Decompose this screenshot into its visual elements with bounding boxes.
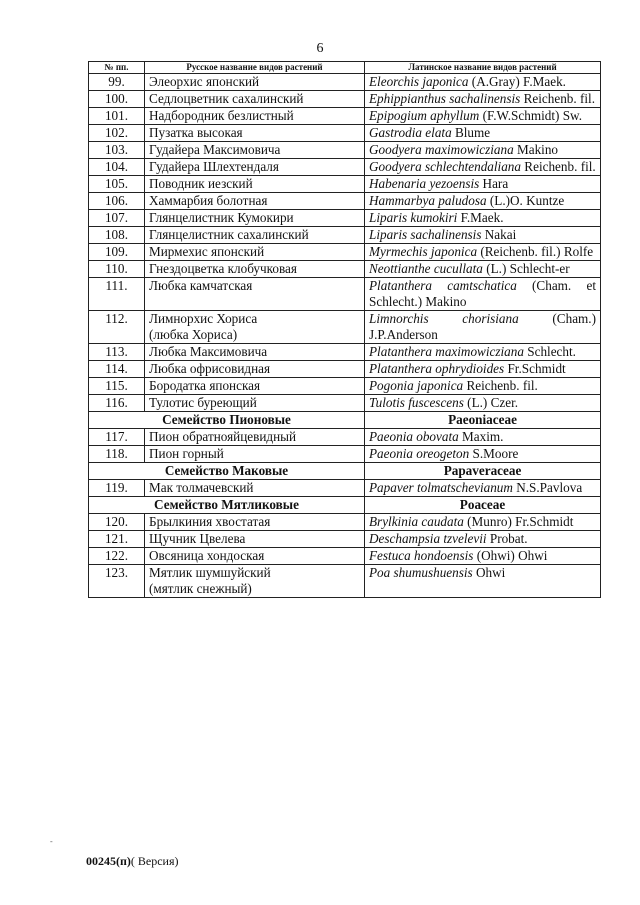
latin-author: Nakai <box>481 227 517 242</box>
header-lat: Латинское название видов растений <box>365 62 601 74</box>
latin-species-name: Paeonia oreogeton <box>369 446 470 461</box>
table-row <box>89 531 601 548</box>
latin-name-cell <box>365 261 601 278</box>
latin-author: (Cham. et Schlecht.) Makino <box>369 278 596 309</box>
row-number: 107. <box>89 210 145 227</box>
table-row <box>89 278 601 311</box>
table-row <box>89 446 601 463</box>
latin-author: Maxim. <box>458 429 504 444</box>
latin-name-cell <box>365 548 601 565</box>
latin-name-cell <box>365 210 601 227</box>
latin-species-name: Tulotis fuscescens <box>369 395 464 410</box>
latin-species-name: Platanthera camtschatica <box>369 278 517 293</box>
family-name-ru: Семейство Маковые <box>89 463 365 480</box>
latin-name-cell <box>365 446 601 463</box>
row-number: 103. <box>89 142 145 159</box>
latin-name-cell <box>365 142 601 159</box>
latin-author: Fr.Schmidt <box>504 361 566 376</box>
russian-name: Пузатка высокая <box>149 125 243 140</box>
row-number: 99. <box>89 74 145 91</box>
family-name-lat: Poaceae <box>365 497 601 514</box>
latin-author: Reichenb. fil. <box>520 91 596 106</box>
row-number: 118. <box>89 446 145 463</box>
document-version: ( Версия) <box>130 854 179 868</box>
russian-name-cell <box>145 108 365 125</box>
row-number: 104. <box>89 159 145 176</box>
latin-author: Reichenb. fil. <box>521 159 596 174</box>
latin-species-name: Goodyera maximowicziana <box>369 142 514 157</box>
table-row <box>89 176 601 193</box>
russian-name: Пион обратнояйцевидный <box>149 429 297 444</box>
russian-name: Седлоцветник сахалинский <box>149 91 304 106</box>
latin-species-name: Epipogium aphyllum <box>369 108 480 123</box>
latin-author: (Cham.) J.P.Anderson <box>369 311 596 342</box>
latin-author: N.S.Pavlova <box>512 480 583 495</box>
latin-name-cell <box>365 91 601 108</box>
russian-name-cell <box>145 91 365 108</box>
row-number: 112. <box>89 311 145 344</box>
header-ru: Русское название видов растений <box>145 62 365 74</box>
row-number: 121. <box>89 531 145 548</box>
russian-name-cell <box>145 193 365 210</box>
latin-name-cell <box>365 514 601 531</box>
table-row <box>89 261 601 278</box>
latin-species-name: Liparis kumokiri <box>369 210 458 225</box>
latin-author: (L.) Czer. <box>463 395 519 410</box>
latin-species-name: Limnorchis chorisiana <box>369 311 519 326</box>
latin-species-name: Liparis sachalinensis <box>369 227 482 242</box>
document-code: 00245(п) <box>86 854 131 868</box>
russian-name: Поводник иезский <box>149 176 253 191</box>
latin-species-name: Platanthera maximowicziana <box>369 344 524 359</box>
table-row <box>89 193 601 210</box>
latin-author: Hara <box>479 176 509 191</box>
latin-author: (A.Gray) F.Maek. <box>468 74 566 89</box>
latin-author: S.Moore <box>469 446 519 461</box>
latin-name-cell <box>365 378 601 395</box>
russian-name: Брылкиния хвостатая <box>149 514 271 529</box>
russian-name: Любка камчатская <box>149 278 253 293</box>
russian-name: Щучник Цвелева <box>149 531 246 546</box>
table-header-row <box>89 62 601 74</box>
row-number: 122. <box>89 548 145 565</box>
russian-name: (любка Хориса) <box>149 327 238 342</box>
latin-name-cell <box>365 480 601 497</box>
table-row <box>89 548 601 565</box>
latin-author: Schlecht. <box>523 344 576 359</box>
latin-species-name: Habenaria yezoensis <box>369 176 480 191</box>
russian-name-cell <box>145 429 365 446</box>
russian-name-cell <box>145 344 365 361</box>
russian-name-cell <box>145 261 365 278</box>
table-row <box>89 108 601 125</box>
row-number: 117. <box>89 429 145 446</box>
row-number: 102. <box>89 125 145 142</box>
row-number: 114. <box>89 361 145 378</box>
russian-name-cell <box>145 548 365 565</box>
latin-species-name: Neottianthe cucullata <box>369 261 483 276</box>
table-row <box>89 91 601 108</box>
row-number: 115. <box>89 378 145 395</box>
latin-name-cell <box>365 344 601 361</box>
russian-name: Элеорхис японский <box>149 74 260 89</box>
table-row <box>89 311 601 344</box>
latin-species-name: Platanthera ophrydioides <box>369 361 505 376</box>
russian-name-cell <box>145 125 365 142</box>
table-row <box>89 395 601 412</box>
russian-name-cell <box>145 159 365 176</box>
latin-name-cell <box>365 176 601 193</box>
latin-species-name: Paeonia obovata <box>369 429 459 444</box>
table-row <box>89 125 601 142</box>
russian-name-cell <box>145 176 365 193</box>
latin-author: Probat. <box>486 531 528 546</box>
latin-name-cell <box>365 159 601 176</box>
russian-name: Любка Максимовича <box>149 344 268 359</box>
latin-author: (L.)O. Kuntze <box>486 193 565 208</box>
latin-author: F.Maek. <box>457 210 504 225</box>
latin-name-cell <box>365 227 601 244</box>
latin-species-name: Brylkinia caudata <box>369 514 464 529</box>
russian-name-cell <box>145 446 365 463</box>
russian-name-cell <box>145 227 365 244</box>
russian-name: Гудайера Шлехтендаля <box>149 159 279 174</box>
latin-species-name: Deschampsia tzvelevii <box>369 531 487 546</box>
russian-name: Надбородник безлистный <box>149 108 294 123</box>
russian-name-cell <box>145 142 365 159</box>
russian-name-cell <box>145 480 365 497</box>
latin-author: (Ohwi) Ohwi <box>473 548 548 563</box>
russian-name: Любка офрисовидная <box>149 361 271 376</box>
russian-name: Гудайера Максимовича <box>149 142 281 157</box>
table-row <box>89 159 601 176</box>
latin-author: Blume <box>451 125 491 140</box>
russian-name-cell <box>145 395 365 412</box>
latin-species-name: Poa shumushuensis <box>369 565 473 580</box>
row-number: 106. <box>89 193 145 210</box>
russian-name: Лимнорхис Хориса <box>149 311 258 326</box>
table-row <box>89 429 601 446</box>
russian-name: Пион горный <box>149 446 224 461</box>
family-name-ru: Семейство Пионовые <box>89 412 365 429</box>
latin-species-name: Eleorchis japonica <box>369 74 469 89</box>
row-number: 120. <box>89 514 145 531</box>
russian-name: Хаммарбия болотная <box>149 193 268 208</box>
row-number: 113. <box>89 344 145 361</box>
header-num: № пп. <box>89 62 145 74</box>
latin-name-cell <box>365 361 601 378</box>
row-number: 110. <box>89 261 145 278</box>
row-number: 123. <box>89 565 145 598</box>
latin-name-cell <box>365 565 601 598</box>
latin-author: Reichenb. fil. <box>463 378 538 393</box>
family-name-lat: Papaveraceae <box>365 463 601 480</box>
latin-author: Makino <box>513 142 559 157</box>
species-table <box>88 61 601 598</box>
row-number: 116. <box>89 395 145 412</box>
latin-name-cell <box>365 108 601 125</box>
latin-author: (L.) Schlecht-er <box>482 261 570 276</box>
russian-name: Гнездоцветка клобучковая <box>149 261 297 276</box>
latin-name-cell <box>365 74 601 91</box>
family-name-ru: Семейство Мятликовые <box>89 497 365 514</box>
latin-author: (Munro) Fr.Schmidt <box>463 514 574 529</box>
table-row <box>89 378 601 395</box>
russian-name-cell <box>145 244 365 261</box>
latin-species-name: Festuca hondoensis <box>369 548 474 563</box>
table-body <box>89 74 601 598</box>
russian-name-cell <box>145 278 365 311</box>
russian-name: Тулотис буреющий <box>149 395 257 410</box>
russian-name: Бородатка японская <box>149 378 261 393</box>
table-row <box>89 565 601 598</box>
russian-name: Глянцелистник сахалинский <box>149 227 309 242</box>
russian-name-cell <box>145 565 365 598</box>
latin-name-cell <box>365 429 601 446</box>
latin-author: Ohwi <box>472 565 506 580</box>
latin-species-name: Goodyera schlechtendaliana <box>369 159 521 174</box>
latin-species-name: Myrmechis japonica <box>369 244 478 259</box>
latin-species-name: Ephippianthus sachalinensis <box>369 91 521 106</box>
russian-name: Мятлик шумшуйский <box>149 565 271 580</box>
latin-species-name: Hammarbya paludosa <box>369 193 487 208</box>
row-number: 119. <box>89 480 145 497</box>
latin-species-name: Gastrodia elata <box>369 125 452 140</box>
russian-name: (мятлик снежный) <box>149 581 252 596</box>
russian-name-cell <box>145 311 365 344</box>
footer-mark: - <box>50 837 53 846</box>
family-row <box>89 463 601 480</box>
table-row <box>89 210 601 227</box>
table-row <box>89 74 601 91</box>
latin-author: (Reichenb. fil.) Rolfe <box>477 244 594 259</box>
family-row <box>89 497 601 514</box>
russian-name-cell <box>145 210 365 227</box>
latin-name-cell <box>365 193 601 210</box>
table-row <box>89 142 601 159</box>
footer-code <box>86 854 179 869</box>
table-row <box>89 227 601 244</box>
russian-name: Мак толмачевский <box>149 480 254 495</box>
row-number: 101. <box>89 108 145 125</box>
russian-name-cell <box>145 361 365 378</box>
family-row <box>89 412 601 429</box>
russian-name-cell <box>145 74 365 91</box>
latin-name-cell <box>365 244 601 261</box>
row-number: 111. <box>89 278 145 311</box>
russian-name-cell <box>145 378 365 395</box>
table-row <box>89 514 601 531</box>
russian-name: Овсяница хондоская <box>149 548 265 563</box>
page-number: 6 <box>316 41 324 56</box>
table-row <box>89 244 601 261</box>
row-number: 109. <box>89 244 145 261</box>
latin-species-name: Papaver tolmatschevianum <box>369 480 513 495</box>
latin-species-name: Pogonia japonica <box>369 378 464 393</box>
latin-name-cell <box>365 531 601 548</box>
russian-name-cell <box>145 531 365 548</box>
russian-name: Глянцелистник Кумокири <box>149 210 294 225</box>
row-number: 108. <box>89 227 145 244</box>
table-row <box>89 361 601 378</box>
latin-name-cell <box>365 125 601 142</box>
latin-author: (F.W.Schmidt) Sw. <box>479 108 583 123</box>
latin-name-cell <box>365 278 601 311</box>
table-row <box>89 480 601 497</box>
row-number: 105. <box>89 176 145 193</box>
latin-name-cell <box>365 395 601 412</box>
russian-name: Мирмехис японский <box>149 244 265 259</box>
table-row <box>89 344 601 361</box>
latin-name-cell <box>365 311 601 344</box>
row-number: 100. <box>89 91 145 108</box>
russian-name-cell <box>145 514 365 531</box>
family-name-lat: Paeoniaceae <box>365 412 601 429</box>
